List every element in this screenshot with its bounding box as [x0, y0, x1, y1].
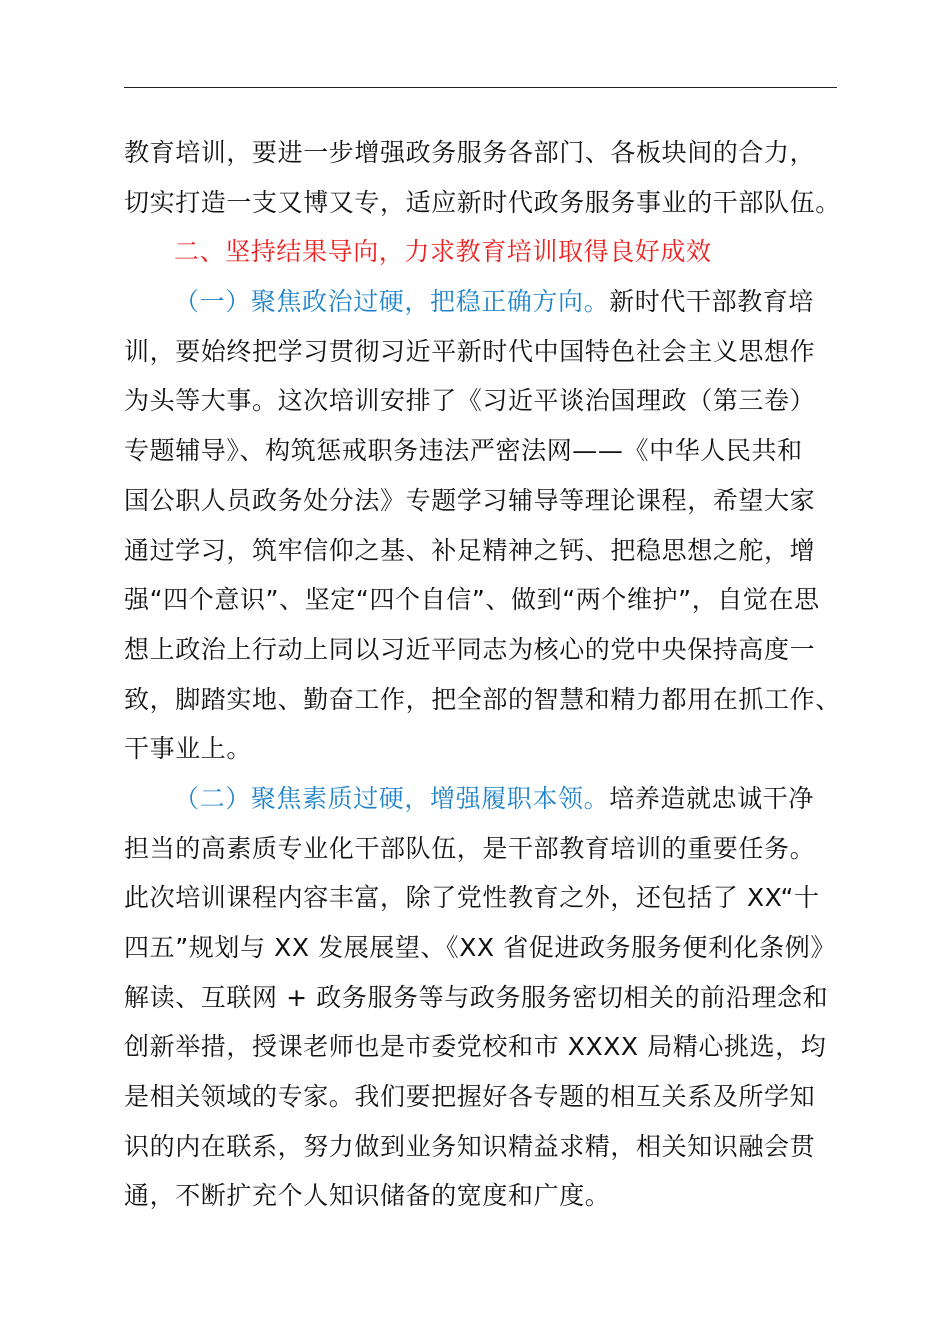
body-line: 切实打造一支又博又专，适应新时代政务服务事业的干部队伍。	[124, 187, 841, 217]
body-line: 训，要始终把学习贯彻习近平新时代中国特色社会主义思想作	[124, 336, 816, 366]
body-line: 此次培训课程内容丰富，除了党性教育之外，还包括了 XX“十	[124, 883, 820, 913]
body-line: 通，不断扩充个人知识储备的宽度和广度。	[124, 1181, 611, 1211]
body-line: 专题辅导》、构筑惩戒职务违法严密法网——《中华人民共和	[124, 436, 803, 466]
paragraph-text: 新时代干部教育培	[609, 287, 815, 317]
body-line: 解读、互联网 + 政务服务等与政务服务密切相关的前沿理念和	[124, 982, 829, 1012]
body-line: 担当的高素质专业化干部队伍，是干部教育培训的重要任务。	[124, 833, 816, 863]
body-line: 致，脚踏实地、勤奋工作，把全部的智慧和精力都用在抓工作、	[124, 684, 841, 714]
subsection-heading: （二）聚焦素质过硬，增强履职本领。	[174, 783, 610, 813]
body-line: 教育培训，要进一步增强政务服务各部门、各板块间的合力，	[124, 138, 816, 167]
section-heading: 二、坚持结果导向，力求教育培训取得良好成效	[174, 237, 712, 267]
body-line: 通过学习，筑牢信仰之基、补足精神之钙、把稳思想之舵，增	[124, 535, 816, 565]
body-line: 国公职人员政务处分法》专题学习辅导等理论课程，希望大家	[124, 485, 816, 515]
paragraph-text: 培养造就忠诚干净	[609, 783, 815, 813]
body-line: 想上政治上行动上同以习近平同志为核心的党中央保持高度一	[124, 634, 816, 664]
body-line: 强“四个意识”、坚定“四个自信”、做到“两个维护”，自觉在思	[124, 585, 820, 615]
body-line: 四五”规划与 XX 发展展望、《XX 省促进政务服务便利化条例》	[124, 933, 836, 962]
body-line: 为头等大事。这次培训安排了《习近平谈治国理政（第三卷）	[124, 386, 816, 416]
subsection-first-line	[124, 774, 837, 824]
body-line: 干事业上。	[124, 734, 253, 764]
body-line: 是相关领域的专家。我们要把握好各专题的相互关系及所学知	[124, 1082, 816, 1112]
document-body	[124, 128, 841, 1221]
body-line: 创新举措，授课老师也是市委党校和市 XXXX 局精心挑选，均	[124, 1032, 827, 1062]
subsection-heading: （一）聚焦政治过硬，把稳正确方向。	[174, 287, 610, 317]
header-rule	[124, 87, 837, 88]
subsection-first-line	[124, 277, 837, 327]
body-line: 识的内在联系，努力做到业务知识精益求精，相关知识融会贯	[124, 1131, 816, 1161]
